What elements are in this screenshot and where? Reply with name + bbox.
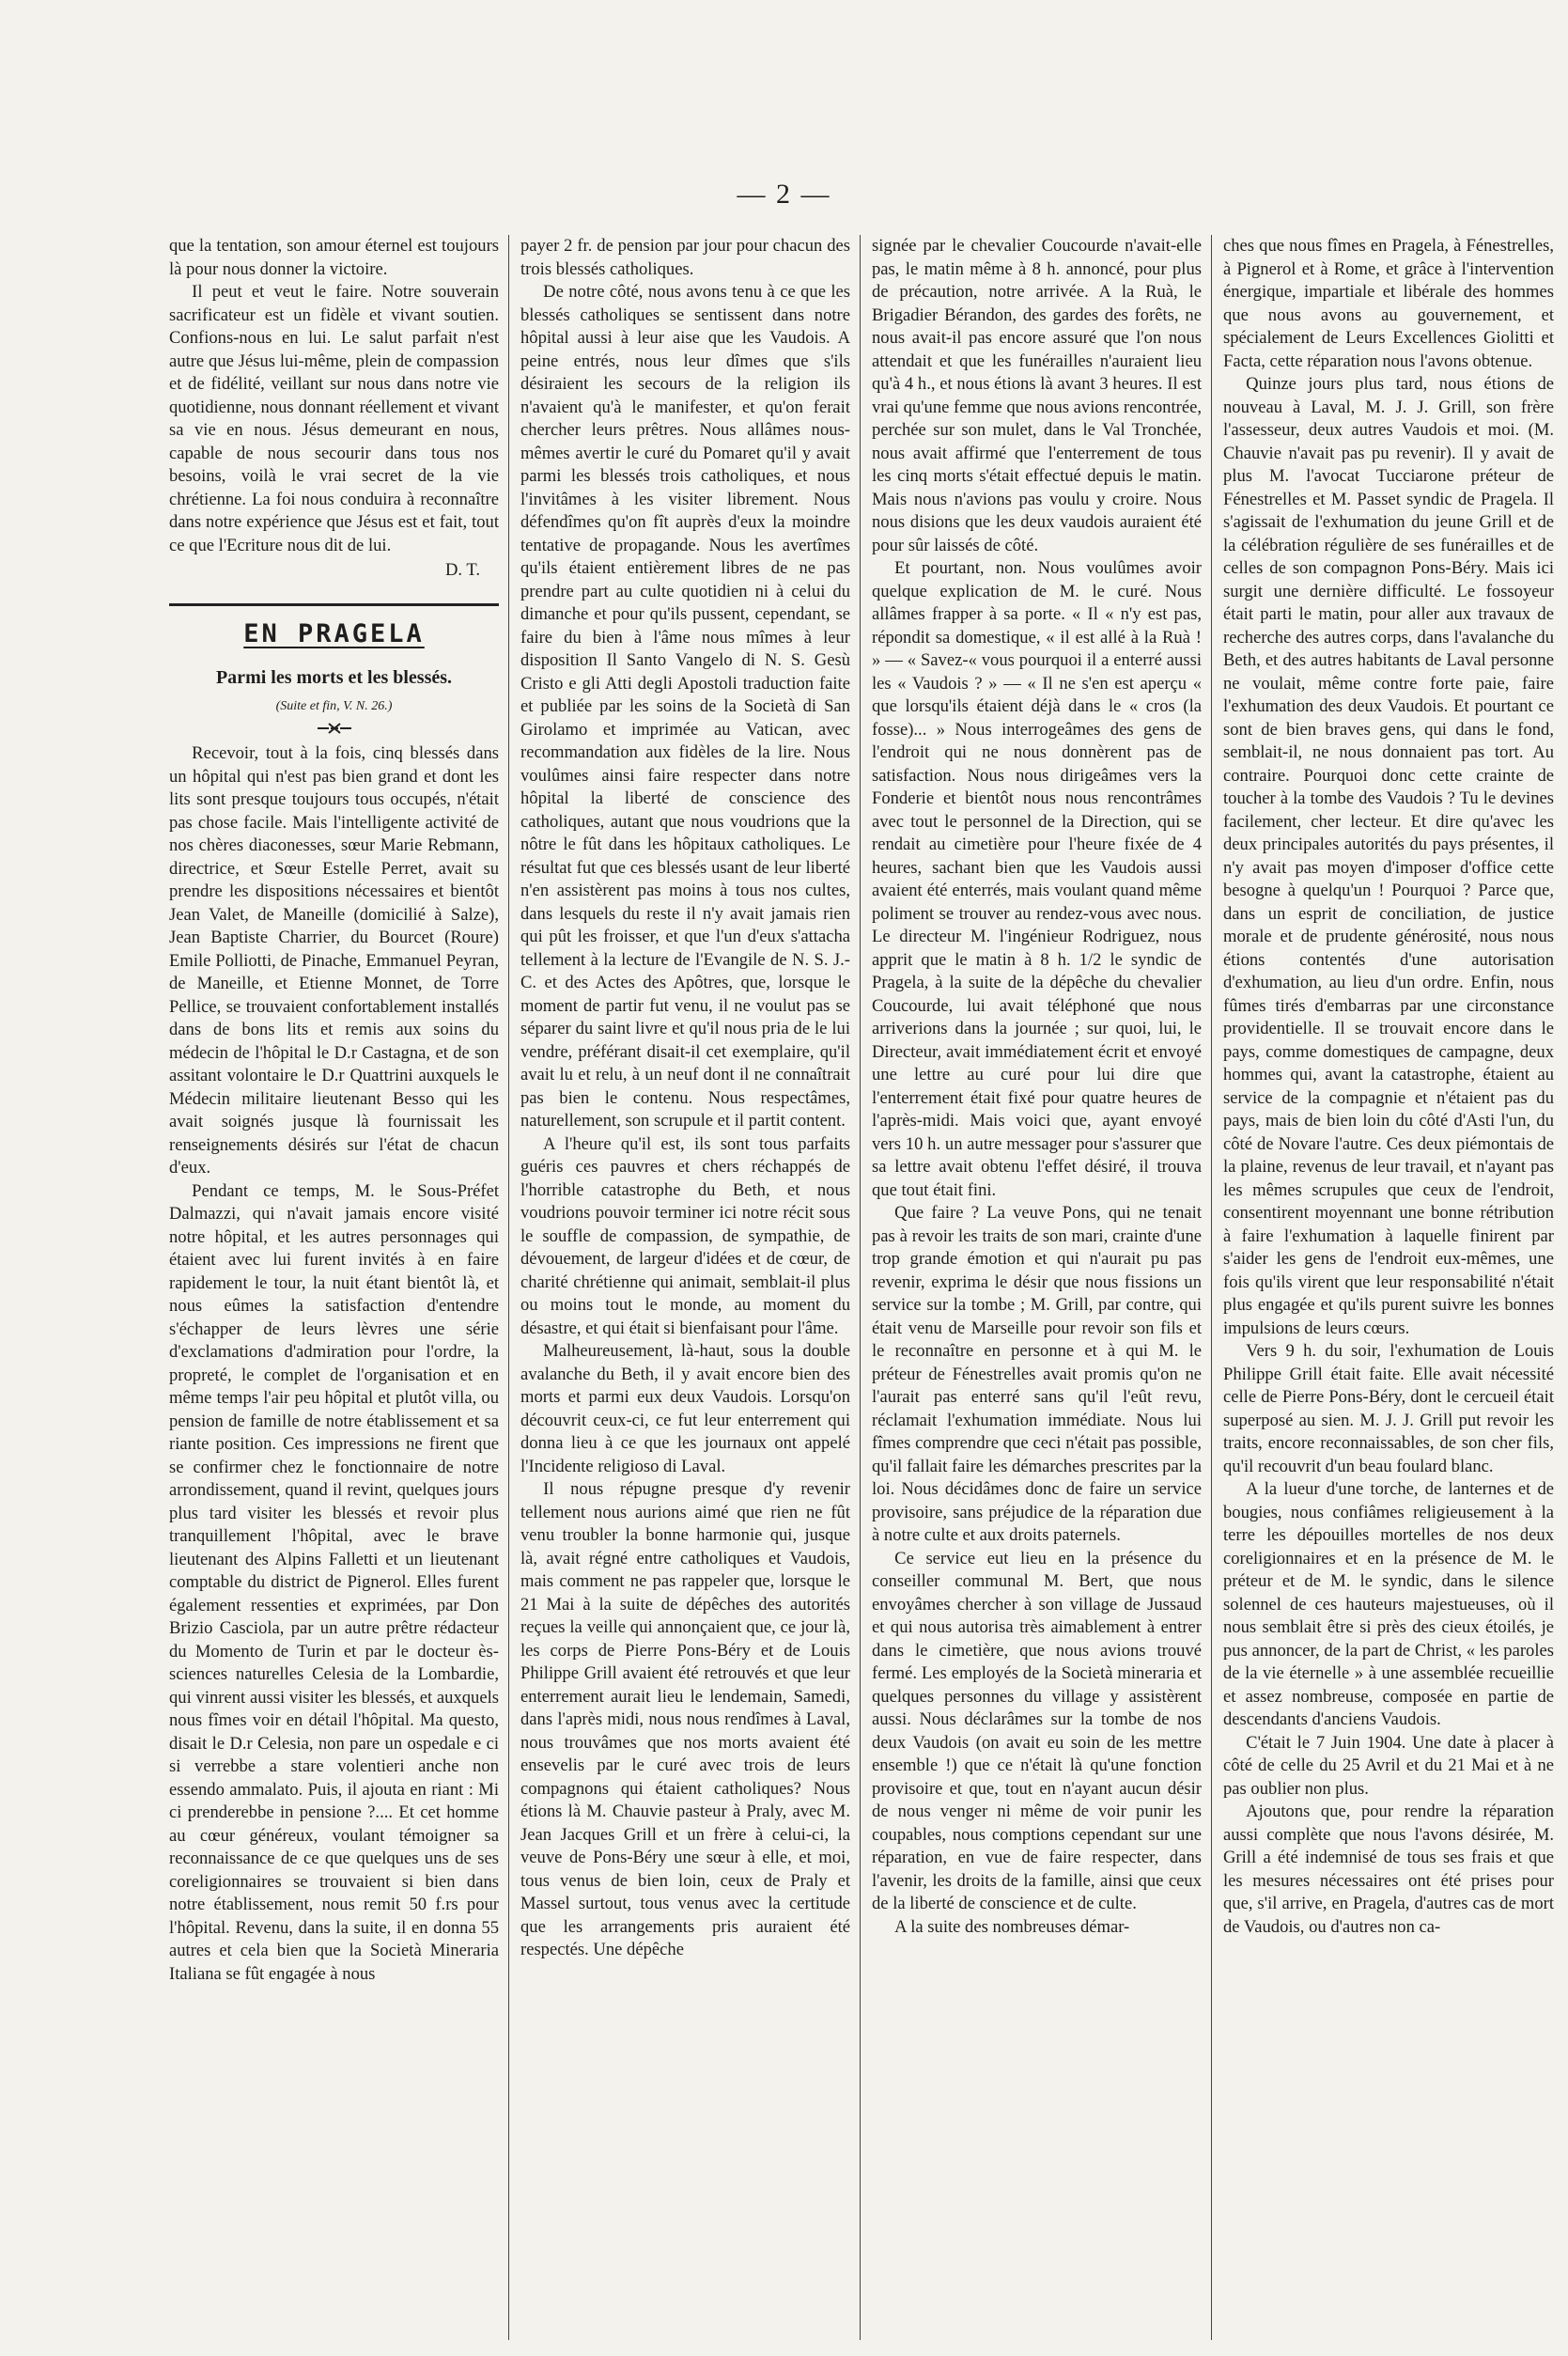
paragraph: Vers 9 h. du soir, l'exhumation de Louis Philippe Grill était faite. Elle avait nécessité celle de Pierre Pons-Béry, dont le cercueil était superposé au sien. M. J. J. Grill put revoir les traits, encore reconnaissables, de son cher fils, qu'il recouvrit d'un beau foulard blanc. <box>1223 1341 1554 1476</box>
paragraph: Il nous répugne presque d'y revenir tellement nous aurions aimé que rien ne fût venu troubler la bonne harmonie qui, jusque là, avait régné entre catholiques et Vaudois, mais comment ne pas rappeler que, lorsque le 21 Mai à la suite de dépêches des autorités reçues la veille qui annonçaient que, ce jour là, les corps de Pierre Pons-Béry et de Louis Philippe Grill avaient été retrouvés et que leur enterrement aurait lieu le lendemain, Samedi, dans l'après midi, nous nous rendîmes à Laval, nous trouvâmes que nos morts avaient été ensevelis par le curé avec trois de leurs compagnons qui étaient catholiques? Nous étions là M. Chauvie pasteur à Praly, avec M. Jean Jacques Grill et un frère à celui-ci, la veuve de Pons-Béry une sœur à elle, et moi, tous venus de bien loin, ceux de Praly et Massel surtout, tous venus avec la certitude que les arrangements pris auraient été respectés. Une dépêche <box>520 1479 850 1959</box>
paragraph: A la suite des nombreuses démar- <box>894 1916 1130 1937</box>
paragraph: Il peut et veut le faire. Notre souverain sacrificateur est un fidèle et vivant soutien. Confions-nous en lui. Le salut parfait n'est autre que Jésus lui-même, plein de compassion et de fidélité, veillant sur nous dans notre vie quotidienne, nous donnant réellement et vivant sa vie en nous. Jésus demeurant en nous, capable de nous secourir dans tous nos besoins, voilà le vrai secret de la vie chrétienne. La foi nous conduira à reconnaître dans notre expérience que Jésus est et fait, tout ce que l'Ecriture nous dit de lui. <box>169 282 499 555</box>
section-divider <box>169 603 499 606</box>
column-3 <box>872 235 1212 2340</box>
paragraph: Pendant ce temps, M. le Sous-Préfet Dalmazzi, qui n'avait jamais encore visité notre hôpital, et les autres personnages qui étaient avec lui furent invités à en faire rapidement le tour, la nuit étant bientôt là, et nous eûmes la satisfaction d'entendre s'échapper de leurs lèvres une série d'exclamations d'admiration pour l'ordre, la propreté, le complet de l'organisation et en même temps l'air peu hôpital et plutôt villa, ou pension de famille de notre établissement et sa riante position. Ces impressions ne firent que se confirmer chez le fonctionnaire de notre arrondissement, quand il revint, quelques jours plus tard visiter les blessés et revoir plus tranquillement l'hôpital, avec le brave lieutenant des Alpins Falletti et un lieutenant comptable du district de Pignerol. Elles furent également ressenties et exprimées, par Don Brizio Casciola, par un autre prêtre rédacteur du Momento de Turin et par le docteur ès-sciences naturelles Celesia de la Lombardie, qui vinrent aussi visiter les blessés, et auxquels nous fîmes voir en détail l'hôpital. Ma questo, disait le D.r Celesia, non pare un ospedale e ci si verrebbe a stare volentieri anche non essendo ammalato. Puis, il ajouta en riant : Mi ci prenderebbe in pensione ?.... Et cet homme au cœur généreux, voulant témoigner sa reconnaissance de ce que quelques uns de ses coreligionnaires se trouvaient si bien dans notre établissement, nous remit 50 f.rs pour l'hôpital. Revenu, dans la suite, il en donna 55 autres et cela bien que la Società Mineraria Italiana se fût engagée à nous <box>169 1180 499 1984</box>
paragraph: Recevoir, tout à la fois, cinq blessés dans un hôpital qui n'est pas bien grand et dont les lits sont presque toujours tous occupés, n'était pas chose facile. Mais l'intelligente activité de nos chères diaconesses, sœur Marie Rebmann, directrice, et Sœur Estelle Perret, avait su prendre les dispositions nécessaires et bientôt Jean Valet, de Maneille (domicilié à Salze), Jean Baptiste Charrier, du Bourcet (Roure) Emile Polliotti, de Pinache, Emmanuel Peyran, de Maneille, et Etienne Monnet, de Torre Pellice, se trouvaient confortablement installés dans de bons lits et remis aux soins du médecin de l'hôpital le D.r Castagna, et de son assitant volontaire le D.r Quattrini auxquels le Médecin militaire lieutenant Besso qui les avait soignés jusque là fournissait les renseignements désirés sur l'état de chacun d'eux. <box>169 743 499 1178</box>
paragraph: Quinze jours plus tard, nous étions de nouveau à Laval, M. J. J. Grill, son frère l'assesseur, deux autres Vaudois et moi. (M. Chauvie n'avait pas pu revenir). Il y avait de plus M. l'avocat Tucciarone préteur de Fénestrelles et M. Passet syndic de Pragela. Il s'agissait de l'exhumation du jeune Grill et de la célébration régulière de ses funérailles et de celles de son compagnon Pons-Béry. Mais ici surgit une dernière difficulté. Le fossoyeur était parti le matin, pour aller aux travaux de recherche des autres corps, dans l'avalanche du Beth, et des autres habitants de Laval personne ne voulait, même contre forte paie, faire l'exhumation des deux Vaudois. Et pourtant ce sont de bien braves gens, qui dans le fond, semblait-il, ne nous donnaient pas tort. Au contraire. Pourquoi donc cette crainte de toucher à la tombe des Vaudois ? Tu le devines facilement, cher lecteur. Et dire qu'avec les deux principales autorités du pays présentes, il n'y avait pas moyen d'imposer d'office cette besogne à quelqu'un ! Pourquoi ? Parce que, dans un esprit de conciliation, de justice morale et de prudente générosité, nous nous étions contentés d'une autorisation d'exhumation, au lieu d'un ordre. Enfin, nous fûmes tirés d'embarras par une circonstance providentielle. Il se trouvait encore dans le pays, comme domestiques de campagne, deux hommes qui, avant la catastrophe, étaient au service de la compagnie et n'étaient pas du pays, mais de bien loin du côté d'Asti l'un, du côté de Novare l'autre. Ces deux piémontais de la plaine, revenus de leur travail, et n'ayant pas les mêmes scrupules que ceux de l'endroit, consentirent moyennant une bonne rétribution à faire l'exhumation à laquelle finirent par s'aider les gens de l'endroit eux-mêmes, une fois qu'ils virent que leur responsabilité n'était plus engagée et qu'ils purent suivre les bonnes impulsions de leurs cœurs. <box>1223 374 1554 1338</box>
paragraph: Que faire ? La veuve Pons, qui ne tenait pas à revoir les traits de son mari, crainte d'une trop grande émotion et qui n'aurait pu pas revenir, exprima le désir que nous fissions un service sur la tombe ; M. Grill, par contre, qui était venu de Marseille pour revoir son fils et le reconnaître en personne et à qui M. le préteur de Fénestrelles avait promis qu'on ne l'aurait pas enterré sans qu'il l'eût revu, réclamait l'exhumation immédiate. Nous lui fîmes comprendre que ceci n'était pas possible, qu'il fallait faire les démarches prescrites par la loi. Nous décidâmes donc de faire un service provisoire, sans préjudice de la réparation due à notre culte et aux droits paternels. <box>872 1203 1202 1545</box>
page-number: — 2 — <box>737 179 831 210</box>
column-2 <box>520 235 861 2340</box>
paragraph: Malheureusement, là-haut, sous la double avalanche du Beth, il y avait encore bien des morts et parmi eux deux Vaudois. Lorsqu'on découvrit ceux-ci, ce fut leur enterrement qui donna lieu à ce que les journaux ont appelé l'Incidente religioso di Laval. <box>520 1341 850 1476</box>
section-title: EN PRAGELA <box>243 618 425 648</box>
paragraph: A l'heure qu'il est, ils sont tous parfaits guéris ces pauvres et chers réchappés de l'horrible catastrophe du Beth, et nous voudrions pouvoir terminer ici notre récit sous le souffle de compassion, de sympathie, de dévouement, de largeur d'idées et de cœur, de charité chrétienne qui animait, semblait-il plus ou moins tout le monde, au moment du désastre, et qui était si bienfaisant pour l'âme. <box>520 1133 850 1338</box>
paragraph: De notre côté, nous avons tenu à ce que les blessés catholiques se sentissent dans notre hôpital aussi à leur aise que les Vaudois. A peine entrés, nous leur dîmes que s'ils désiraient les secours de la religion ils n'avaient qu'à le manifester, et qu'on ferait chercher leurs prêtres. Nous allâmes nous-mêmes avertir le curé du Pomaret qu'il y avait parmi les blessés trois catholiques, et nous l'invitâmes à les visiter librement. Nous défendîmes qu'on fît auprès d'eux la moindre tentative de propagande. Nous les avertîmes qu'ils étaient entièrement libres de ne pas prendre part au culte quotidien ni à celui du dimanche et pour qu'ils pussent, cependant, se faire du bien à l'âme nous mîmes à leur disposition Il Santo Vangelo di N. S. Gesù Cristo e gli Atti degli Apostoli traduction faite et publiée par les soins de la Società di San Girolamo et imprimée au Vatican, avec recommandation aux fidèles de la lire. Nous voulûmes ainsi faire respecter dans notre hôpital la liberté de conscience des catholiques, autant que nous voudrions que la nôtre le fût dans les hôpitaux catholiques. Le résultat fut que ces blessés usant de leur liberté n'en assistèrent pas moins à tous nos cultes, dans lesquels du reste il n'y avait jamais rien qui pût les froisser, et que l'un d'eux s'attacha tellement à la lecture de l'Evangile de N. S. J.-C. et des Actes des Apôtres, que, lorsque le moment de partir fut venu, il ne voulut pas se séparer du saint livre et qu'il nous pria de le lui vendre, préférant disait-il cet exemplaire, qu'il avait lu et relu, à un neuf dont il ne connaîtrait pas bien le contenu. Nous respectâmes, naturellement, son scrupule et il partit content. <box>520 282 850 1131</box>
article-columns <box>169 235 1560 2340</box>
paragraph: que la tentation, son amour éternel est toujours là pour nous donner la victoire. <box>169 236 499 279</box>
ornament-icon <box>316 722 353 735</box>
paragraph: C'était le 7 Juin 1904. Une date à placer à côté de celle du 25 Avril et du 21 Mai et à ne pas oublier non plus. <box>1223 1732 1554 1799</box>
paragraph: Ajoutons que, pour rendre la réparation aussi complète que nous l'avons désirée, M. Grill a été indemnisé de tous ses frais et que les mesures nécessaires ont été prises pour que, s'il arrive, en Pragela, d'autres cas de mort de Vaudois, ou d'autres non ca- <box>1223 1802 1554 1937</box>
paragraph: ches que nous fîmes en Pragela, à Fénestrelles, à Pignerol et à Rome, et grâce à l'intervention énergique, impartiale et libérale des hommes que nous avons au gouvernement, et spécialement de Leurs Excellences Giolitti et Facta, cette réparation nous l'avons obtenue. <box>1223 236 1554 371</box>
paragraph: Ce service eut lieu en la présence du conseiller communal M. Bert, que nous envoyâmes chercher à son village de Jussaud et qui nous autorisa très aimablement à entrer dans le cimetière, que nous avions trouvé fermé. Les employés de la Società mineraria et quelques personnes du village y assistèrent aussi. Nous déclarâmes sur la tombe de nos deux Vaudois (on avait eu soin de les mettre ensemble !) que ce n'était là qu'une fonction provisoire et que, tout en n'ayant aucun désir de nous venger ni même de voir punir les coupables, nous comptions cependant sur une réparation, en vue de faire respecter, dans l'avenir, les droits de la famille, ainsi que ceux de la liberté de conscience et de culte. <box>872 1548 1202 1913</box>
continuation-note: (Suite et fin, V. N. 26.) <box>275 698 393 713</box>
article-subtitle: Parmi les morts et les blessés. <box>215 667 453 688</box>
signature: D. T. <box>444 560 480 580</box>
paragraph: signée par le chevalier Coucourde n'avait-elle pas, le matin même à 8 h. annoncé, pour plus de précaution, notre arrivée. A la Ruà, le Brigadier Bérandon, des gardes des forêts, ne nous avait-il pas encore assuré que l'on nous attendait et que les funérailles n'auraient lieu qu'à 4 h., et nous étions là avant 3 heures. Il est vrai qu'une femme que nous avions rencontrée, perchée sur son mulet, dans le Val Tronchée, nous avait affirmé que l'enterrement de tous les cinq morts s'était effectué depuis le matin. Mais nous n'avions pas voulu y croire. Nous nous disions que les deux vaudois auraient été pour sûr laissés de côté. <box>872 236 1202 555</box>
column-4 <box>1223 235 1563 2340</box>
column-1 <box>169 235 509 2340</box>
paragraph: A la lueur d'une torche, de lanternes et de bougies, nous confiâmes religieusement à la terre les dépouilles mortelles de nos deux coreligionnaires et en la présence de M. le préteur et de M. le syndic, dans le silence solennel de ces hauteurs majestueuses, où il nous semblait être si près des cieux étoilés, je pus annoncer, de la part de Christ, « les paroles de la vie éternelle » à une assemblée recueillie et assez nombreuse, composée en partie de descendants d'anciens Vaudois. <box>1223 1479 1554 1729</box>
paragraph: payer 2 fr. de pension par jour pour chacun des trois blessés catholiques. <box>520 236 850 279</box>
paragraph: Et pourtant, non. Nous voulûmes avoir quelque explication de M. le curé. Nous allâmes frapper à sa porte. « Il « n'y est pas, répondit sa domestique, « il est allé à la Ruà ! » — « Savez-« vous pourquoi il a enterré aussi les « Vaudois ? » — « Il ne s'en est aperçu « que lorsqu'ils étaient déjà dans le « cros (la fosse)... » Nous interrogeâmes des gens de l'endroit qui ne nous donnèrent pas de satisfaction. Nous nous dirigeâmes vers la Fonderie et bientôt nous nous rencontrâmes avec tout le personnel de la Direction, qui se rendait au cimetière pour l'heure fixée de 4 heures, sachant bien que les Vaudois aussi avaient été enterrés, mais voulant quand même poliment se trouver au rendez-vous avec nous. Le directeur M. l'ingénieur Rodriguez, nous apprit que le matin à 8 h. 1/2 le syndic de Pragela, à la suite de la dépêche du chevalier Coucourde, lui avait téléphoné que nous arriverions dans la journée ; sur quoi, lui, le Directeur, avait immédiatement écrit et envoyé une lettre au curé pour lui dire que l'enterrement était fixé pour quatre heures de l'après-midi. Mais voici que, ayant envoyé vers 10 h. un autre messager pour s'assurer que sa lettre avait obtenu l'effet désiré, il trouva que tout était fini. <box>872 558 1202 1200</box>
